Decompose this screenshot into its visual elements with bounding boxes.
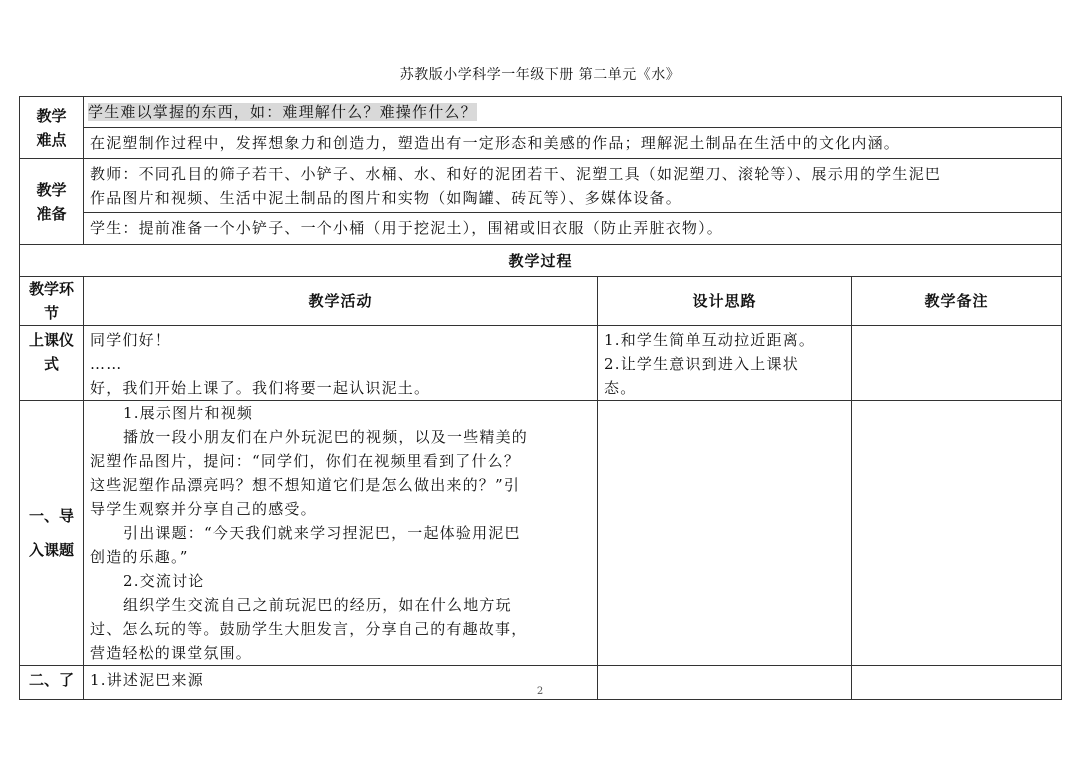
activity-line: 播放一段小朋友们在户外玩泥巴的视频，以及一些精美的	[123, 428, 529, 446]
design-line: 1.和学生简单互动拉近距离。	[604, 331, 816, 349]
column-header-step-line-1: 教学环	[28, 280, 74, 298]
notes-cell-opening	[852, 326, 1062, 401]
activity-line: 同学们好！	[90, 331, 172, 349]
difficulty-label	[20, 97, 84, 159]
step-intro-line-2: 入课题	[28, 541, 74, 559]
notes-cell-intro	[852, 401, 1062, 666]
page-title: 苏教版小学科学一年级下册 第二单元《水》	[399, 67, 681, 83]
difficulty-label-line-1: 教学	[36, 106, 67, 125]
activity-cell-opening	[84, 326, 598, 401]
design-line: 2.让学生意识到进入上课状	[604, 355, 799, 373]
step-opening-line-1: 上课仪	[28, 331, 74, 349]
activity-line: 泥塑作品图片，提问：“同学们，你们在视频里看到了什么？	[90, 452, 521, 470]
step-cell-intro	[20, 401, 84, 666]
activity-line: 这些泥塑作品漂亮吗？想不想知道它们是怎么做出来的？”引	[90, 476, 521, 494]
page-number: 2	[536, 686, 544, 697]
difficulty-text: 在泥塑制作过程中，发挥想象力和创造力，塑造出有一定形态和美感的作品；理解泥土制品在生活中的文化内涵。	[84, 128, 1062, 159]
design-cell-intro	[598, 401, 852, 666]
preparation-teacher-line-1: 教师：不同孔目的筛子若干、小铲子、水桶、水、和好的泥团若干、泥塑工具（如泥塑刀、滚轮等）、展示用的学生泥巴	[90, 165, 942, 183]
difficulty-highlight: 学生难以掌握的东西，如：难理解什么？难操作什么？	[88, 103, 477, 121]
activity-subheading: 1.讲述泥巴来源	[90, 671, 204, 689]
difficulty-highlight-cell	[84, 97, 1062, 128]
activity-line: 过、怎么玩的等。鼓励学生大胆发言，分享自己的有趣故事，	[90, 620, 528, 638]
activity-line: 引出课题：“今天我们就来学习捏泥巴，一起体验用泥巴	[123, 524, 521, 542]
step-intro-line-1: 一、导	[28, 507, 74, 525]
activity-line: 组织学生交流自己之前玩泥巴的经历，如在什么地方玩	[123, 596, 512, 614]
step-cell-opening	[20, 326, 84, 401]
column-header-step-line-2: 节	[43, 304, 59, 322]
preparation-student: 学生：提前准备一个小铲子、一个小桶（用于挖泥土），围裙或旧衣服（防止弄脏衣物）。	[84, 213, 1062, 245]
design-cell-opening	[598, 326, 852, 401]
activity-line: 营造轻松的课堂氛围。	[90, 644, 253, 662]
column-header-notes: 教学备注	[852, 277, 1062, 326]
lesson-plan-table	[19, 96, 1062, 700]
preparation-label-line-1: 教学	[36, 180, 67, 199]
step-opening-line-2: 式	[43, 355, 59, 373]
preparation-label-line-2: 准备	[36, 204, 67, 223]
preparation-label	[20, 159, 84, 245]
column-header-step	[20, 277, 84, 326]
activity-line: 创造的乐趣。”	[90, 548, 189, 566]
activity-subheading: 2.交流讨论	[123, 572, 205, 590]
activity-line: ……	[90, 355, 123, 373]
difficulty-label-line-2: 难点	[36, 130, 67, 149]
process-header: 教学过程	[20, 245, 1062, 277]
activity-subheading: 1.展示图片和视频	[123, 404, 254, 422]
activity-cell-intro	[84, 401, 598, 666]
activity-line: 好，我们开始上课了。我们将要一起认识泥土。	[90, 379, 431, 397]
step-cell-section-two: 二、了	[20, 666, 84, 700]
preparation-teacher	[84, 159, 1062, 213]
column-header-design: 设计思路	[598, 277, 852, 326]
column-header-activity: 教学活动	[84, 277, 598, 326]
design-line: 态。	[604, 379, 637, 397]
activity-line: 导学生观察并分享自己的感受。	[90, 500, 317, 518]
preparation-teacher-line-2: 作品图片和视频、生活中泥土制品的图片和实物（如陶罐、砖瓦等）、多媒体设备。	[90, 189, 682, 207]
